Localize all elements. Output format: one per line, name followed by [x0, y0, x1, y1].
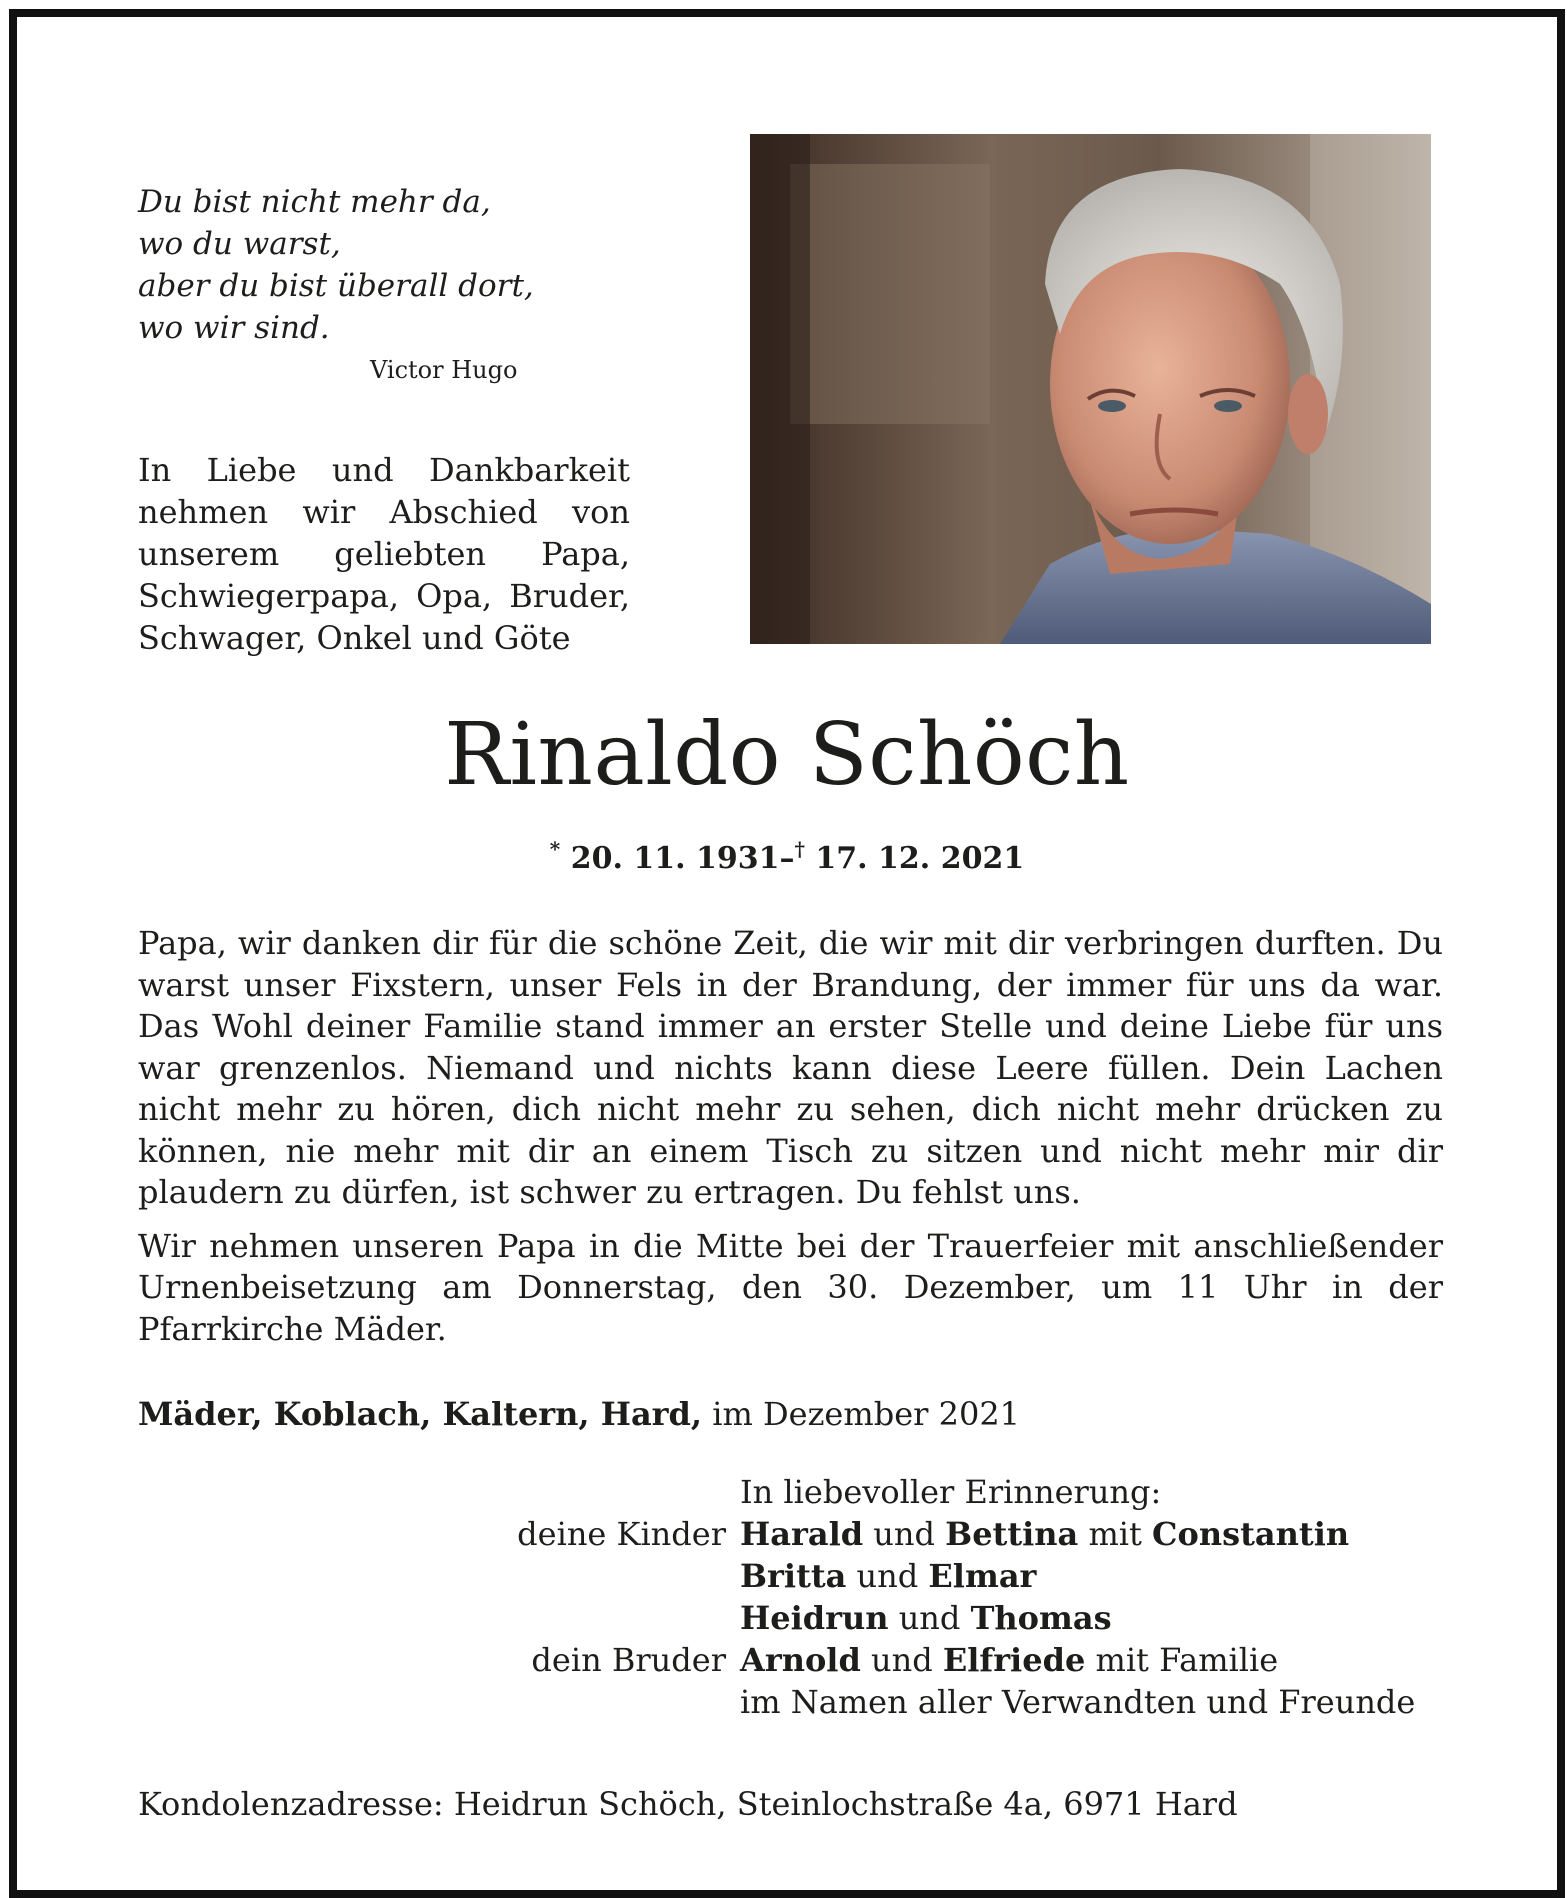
portrait-photo — [750, 134, 1431, 644]
body-paragraph: Wir nehmen unseren Papa in die Mitte bei der Trauerfeier mit anschließender Urnenbeisetzung am Donnerstag, den 30. Dezember, um 11 Uhr in der Pfarrkirche Mäder. — [138, 1226, 1443, 1348]
intro-text — [138, 449, 630, 659]
family-name: Constantin — [1152, 1515, 1350, 1553]
intro-line: Schwiegerpapa, Opa, Bruder, — [138, 577, 630, 615]
quote-line: Du bist nicht mehr da, — [138, 184, 491, 220]
birth-date: 20. 11. 1931 — [570, 841, 780, 876]
kinder-label: deine Kinder — [517, 1515, 726, 1553]
connector: und — [873, 1515, 935, 1553]
notice-frame — [9, 9, 1565, 1898]
quote-line: wo wir sind. — [138, 310, 330, 346]
signature-closing: im Namen aller Verwandten und Freunde — [740, 1683, 1416, 1721]
intro-line: Schwager, Onkel und Göte — [138, 619, 571, 657]
connector: und — [898, 1599, 961, 1637]
family-name: Arnold — [740, 1641, 861, 1679]
body-text — [138, 923, 1443, 1350]
intro-line: unserem geliebten Papa, — [138, 535, 630, 573]
portrait-image — [750, 134, 1431, 644]
family-name: Thomas — [970, 1599, 1112, 1637]
quote-line: aber du bist überall dort, — [138, 268, 534, 304]
life-dates — [17, 837, 1557, 876]
connector: mit — [1088, 1515, 1142, 1553]
connector: mit Familie — [1095, 1641, 1279, 1679]
places: Mäder, Koblach, Kaltern, Hard, — [138, 1395, 703, 1433]
family-name: Elfriede — [942, 1641, 1086, 1679]
body-paragraph: Papa, wir danken dir für die schöne Zeit, die wir mit dir verbringen durften. Du warst unser Fixstern, unser Fels in der Brandung, der immer für uns da war. Das Wohl deiner Familie stand immer an erster Stelle und deine Liebe für uns war grenzenlos. Niemand und nichts kann diese Leere füllen. Dein Lachen nicht mehr zu hören, dich nicht mehr zu sehen, dich nicht mehr drücken zu können, nie mehr mit dir an einem Tisch zu sitzen und nicht mehr mir dir plaudern zu dürfen, ist schwer zu ertragen. Du fehlst uns. — [138, 924, 1443, 1211]
quote-line: wo du warst, — [138, 226, 341, 262]
connector: und — [856, 1557, 919, 1595]
death-symbol: † — [794, 837, 805, 861]
family-name: Heidrun — [740, 1599, 889, 1637]
signature-heading: In liebevoller Erinnerung: — [740, 1473, 1162, 1511]
bruder-row — [138, 1639, 1443, 1681]
family-name: Harald — [740, 1515, 864, 1553]
kinder-row — [138, 1555, 1443, 1597]
obituary-notice — [17, 17, 1557, 1890]
death-date: 17. 12. 2021 — [815, 841, 1025, 876]
birth-symbol: * — [549, 837, 561, 861]
kinder-row — [138, 1597, 1443, 1639]
quote — [138, 181, 618, 349]
date-separator: – — [779, 841, 795, 876]
family-name: Britta — [740, 1557, 847, 1595]
place-date-line — [138, 1395, 1020, 1433]
signature-block — [138, 1471, 1443, 1723]
quote-author: Victor Hugo — [370, 356, 518, 384]
bruder-label: dein Bruder — [531, 1641, 726, 1679]
intro-line: In Liebe und Dankbarkeit — [138, 451, 630, 489]
connector: und — [871, 1641, 933, 1679]
deceased-name: Rinaldo Schöch — [444, 705, 1130, 805]
family-name: Bettina — [945, 1515, 1079, 1553]
place-date: im Dezember 2021 — [712, 1395, 1021, 1433]
family-name: Elmar — [928, 1557, 1037, 1595]
intro-line: nehmen wir Abschied von — [138, 493, 630, 531]
kinder-row — [138, 1513, 1443, 1555]
condolence-address: Kondolenzadresse: Heidrun Schöch, Steinlochstraße 4a, 6971 Hard — [138, 1785, 1238, 1823]
